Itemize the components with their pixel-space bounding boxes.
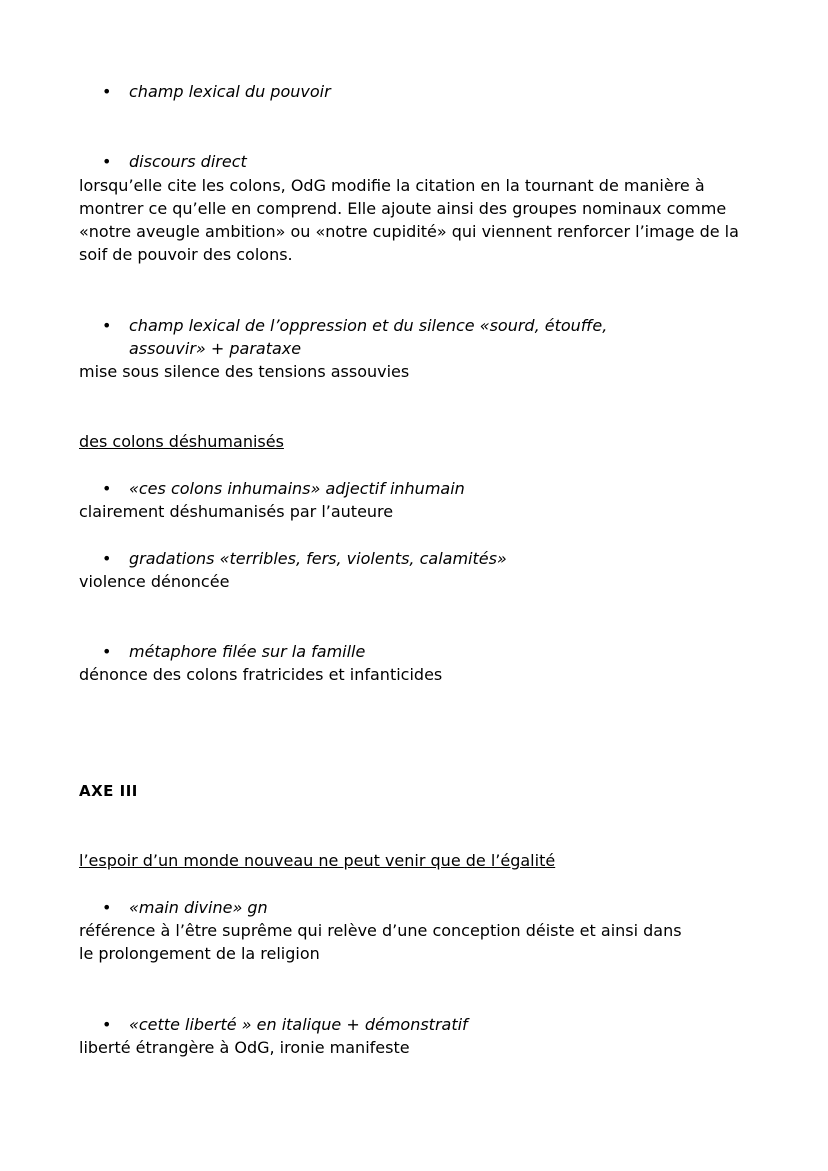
bullet-dot: • (102, 152, 112, 171)
bullet-text: gradations «terribles, fers, violents, calamités» (129, 549, 507, 568)
section-heading: l’espoir d’un monde nouveau ne peut venir que de l’égalité (79, 851, 556, 870)
paragraph: clairement déshumanisés par l’auteure (79, 502, 394, 521)
bullet-text: «cette liberté » en italique + démonstratif (129, 1015, 468, 1034)
bullet-text: discours direct (129, 152, 247, 171)
bullet-text: «main divine» gn (129, 898, 268, 917)
bullet-dot: • (102, 479, 112, 498)
bullet-dot: • (102, 898, 112, 917)
paragraph: référence à l’être suprême qui relève d’une conception déiste et ainsi dans le prolongement de la religion (79, 921, 682, 963)
paragraph: violence dénoncée (79, 572, 230, 591)
bullet-text: «ces colons inhumains» adjectif inhumain (129, 479, 465, 498)
bullet-item (79, 477, 759, 500)
bullet-dot: • (102, 549, 112, 568)
bullet-dot: • (102, 1015, 112, 1034)
paragraph: mise sous silence des tensions assouvies (79, 362, 410, 381)
bullet-text: champ lexical de l’oppression et du silence «sourd, étouffe, assouvir» + parataxe (129, 316, 608, 358)
bullet-dot: • (102, 316, 112, 335)
bullet-item (79, 150, 759, 173)
bullet-item (79, 896, 759, 919)
paragraph: lorsqu’elle cite les colons, OdG modifie la citation en la tournant de manière à montrer ce qu’elle en comprend. Elle ajoute ainsi des groupes nominaux comme «notre aveugle ambition» ou «notre cupidité» qui viennent renforcer l’image de la soif de pouvoir des colons. (79, 176, 739, 264)
bullet-dot: • (102, 82, 112, 101)
paragraph: dénonce des colons fratricides et infanticides (79, 665, 443, 684)
bullet-text: champ lexical du pouvoir (129, 82, 331, 101)
bullet-item (79, 80, 759, 103)
bullet-item (79, 314, 759, 360)
axe-heading: AXE III (79, 782, 138, 800)
bullet-item (79, 640, 759, 663)
bullet-text: métaphore filée sur la famille (129, 642, 366, 661)
bullet-item (79, 1013, 759, 1036)
bullet-item (79, 547, 759, 570)
paragraph: liberté étrangère à OdG, ironie manifeste (79, 1038, 410, 1057)
bullet-dot: • (102, 642, 112, 661)
section-heading: des colons déshumanisés (79, 432, 284, 451)
